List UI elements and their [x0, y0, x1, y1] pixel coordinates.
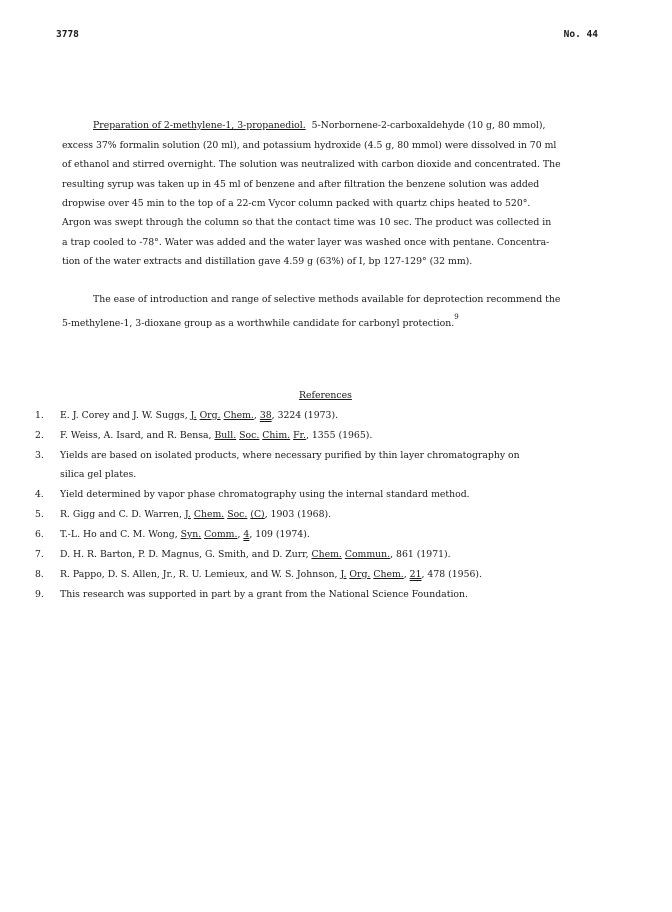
preparation-text: 5-Norbornene-2-carboxaldehyde (10 g, 80 mmol),	[311, 120, 546, 131]
reference-text: Yield determined by vapor phase chromatography using the internal standard method.	[60, 489, 470, 500]
reference-text: silica gel plates.	[60, 469, 137, 480]
reference-number: 4.	[35, 489, 44, 500]
reference-number: 6.	[35, 529, 44, 540]
journal-number: No. 44	[563, 29, 598, 40]
reference-text: E. J. Corey and J. W. Suggs, J. Org. Chem., 38, 3224 (1973).	[60, 410, 339, 421]
preparation-line-6: Argon was swept through the column so that the contact time was 10 sec. The product was collected in	[62, 217, 552, 228]
conclusion-line-1: The ease of introduction and range of selective methods available for deprotection recommend the	[93, 294, 561, 305]
reference-text: T.-L. Ho and C. M. Wong, Syn. Comm., 4, 109 (1974).	[60, 529, 310, 540]
preparation-line-5: dropwise over 45 min to the top of a 22-cm Vycor column packed with quartz chips heated to 520°.	[62, 198, 531, 209]
reference-text: D. H. R. Barton, P. D. Magnus, G. Smith, and D. Zurr, Chem. Commun., 861 (1971).	[60, 549, 451, 560]
reference-text: R. Pappo, D. S. Allen, Jr., R. U. Lemieux, and W. S. Johnson, J. Org. Chem., 21, 478 (1956).	[60, 569, 482, 580]
conclusion-line-2	[62, 313, 459, 330]
references-heading: References	[299, 390, 352, 401]
reference-number: 2.	[35, 430, 44, 441]
preparation-line-7: a trap cooled to -78°. Water was added and the water layer was washed once with pentane. Concentra-	[62, 237, 550, 248]
reference-number: 1.	[35, 410, 44, 421]
preparation-line-4: resulting syrup was taken up in 45 ml of benzene and after filtration the benzene solution was added	[62, 179, 540, 190]
reference-number: 9.	[35, 589, 44, 600]
reference-number: 5.	[35, 509, 44, 520]
reference-number: 3.	[35, 450, 44, 461]
reference-text: F. Weiss, A. Isard, and R. Bensa, Bull. Soc. Chim. Fr., 1355 (1965).	[60, 430, 373, 441]
reference-text: Yields are based on isolated products, where necessary purified by thin layer chromatography on	[60, 450, 520, 461]
preparation-line-3: of ethanol and stirred overnight. The solution was neutralized with carbon dioxide and concentrated. The	[62, 159, 561, 170]
preparation-title: Preparation of 2-methylene-1, 3-propanediol.	[93, 120, 306, 131]
reference-number: 7.	[35, 549, 44, 560]
preparation-line-2: excess 37% formalin solution (20 ml), and potassium hydroxide (4.5 g, 80 mmol) were dissolved in 70 ml	[62, 140, 557, 151]
preparation-line-8: tion of the water extracts and distillation gave 4.59 g (63%) of I, bp 127-129° (32 mm).	[62, 256, 473, 267]
page-number: 3778	[56, 29, 79, 40]
reference-text: R. Gigg and C. D. Warren, J. Chem. Soc. (C), 1903 (1968).	[60, 509, 332, 520]
preparation-line-1	[93, 120, 545, 131]
conclusion-text: 5-methylene-1, 3-dioxane group as a worthwhile candidate for carbonyl protection.	[62, 318, 455, 329]
footnote-mark: 9	[454, 313, 459, 321]
reference-number: 8.	[35, 569, 44, 580]
reference-text: This research was supported in part by a grant from the National Science Foundation.	[60, 589, 468, 600]
